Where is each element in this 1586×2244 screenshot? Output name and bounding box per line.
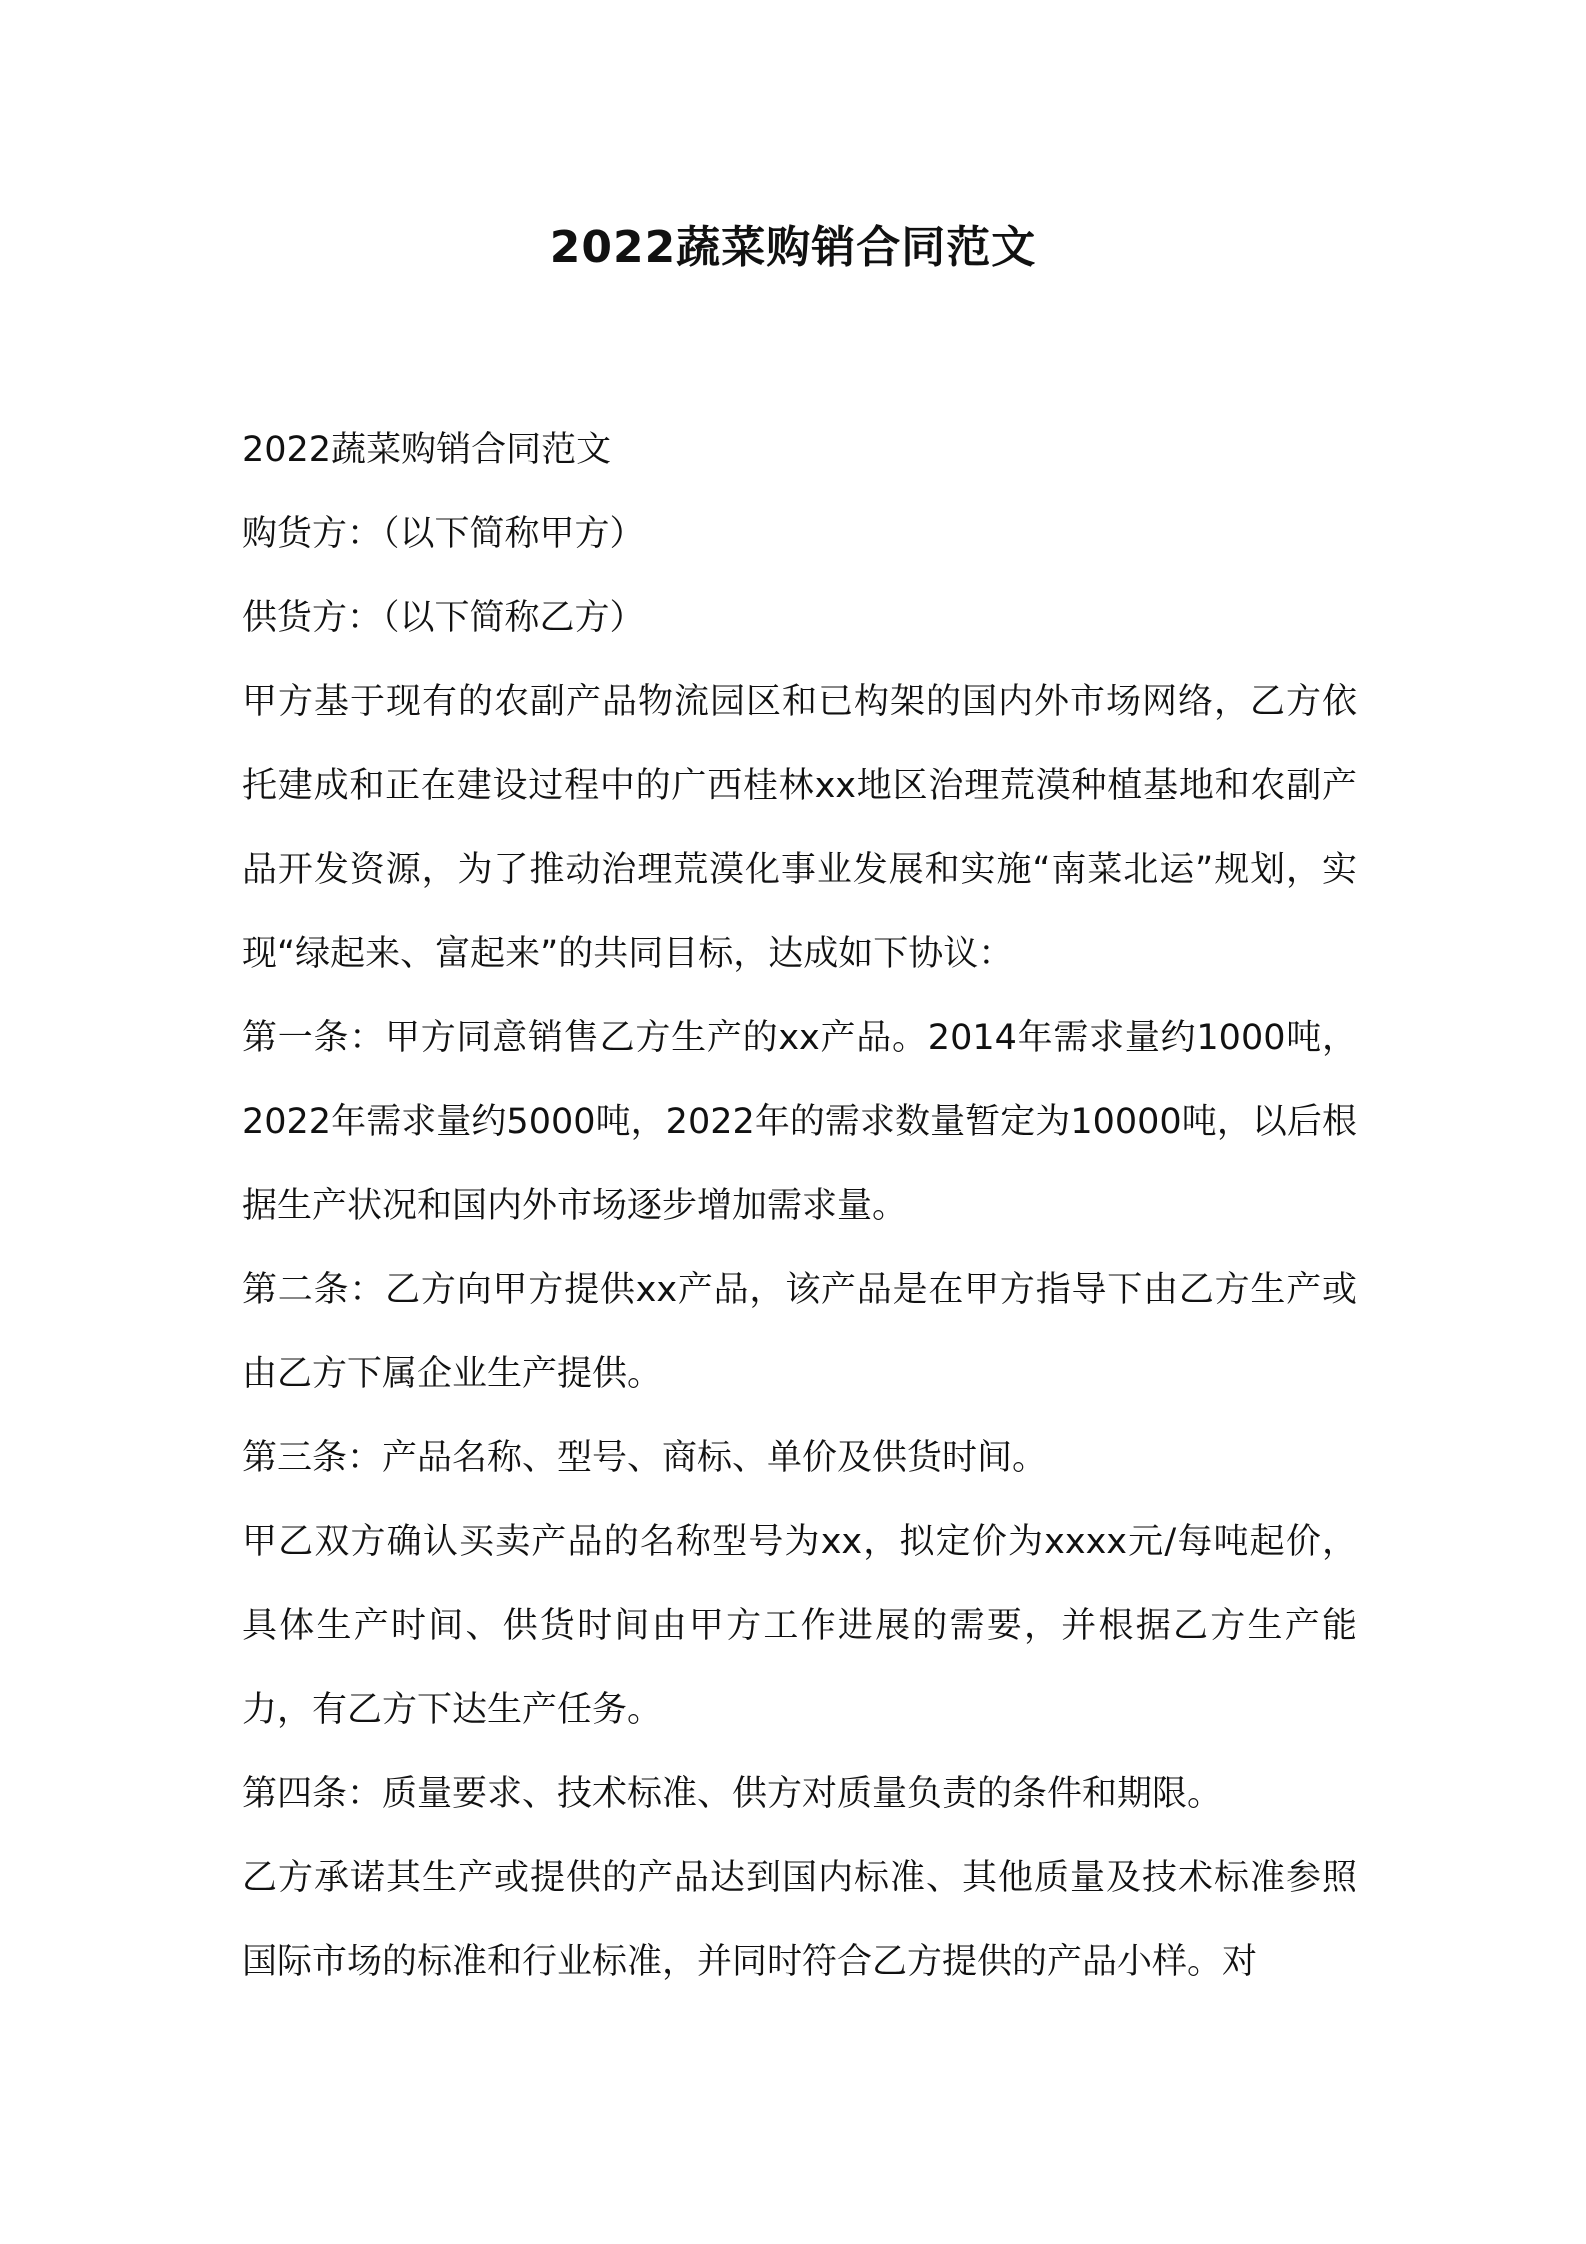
paragraph-supplier: 供货方：（以下简称乙方） [242,598,645,638]
paragraph-article-3-heading: 第三条：产品名称、型号、商标、单价及供货时间。 [242,1438,1048,1478]
paragraph-article-1: 第一条：甲方同意销售乙方生产的xx产品。2014年需求量约1000吨，2022年需求量约5000吨，2022年的需求数量暂定为10000吨，以后根据生产状况和国内外市场逐步增加需求量。 [242,1018,1357,1226]
document-title: 2022蔬菜购销合同范文 [549,222,1037,273]
paragraph-preamble: 甲方基于现有的农副产品物流园区和已构架的国内外市场网络，乙方依托建成和正在建设过程中的广西桂林xx地区治理荒漠种植基地和农副产品开发资源，为了推动治理荒漠化事业发展和实施“南菜北运”规划，实现“绿起来、富起来”的共同目标，达成如下协议： [242,682,1357,974]
paragraph-article-3-body: 甲乙双方确认买卖产品的名称型号为xx，拟定价为xxxx元/每吨起价，具体生产时间、供货时间由甲方工作进展的需要，并根据乙方生产能力，有乙方下达生产任务。 [242,1522,1357,1730]
paragraph-subtitle: 2022蔬菜购销合同范文 [242,430,612,470]
paragraph-buyer: 购货方：（以下简称甲方） [242,514,645,554]
document-body [242,408,1357,2004]
paragraph-article-4-heading: 第四条：质量要求、技术标准、供方对质量负责的条件和期限。 [242,1774,1223,1814]
paragraph-article-4-body: 乙方承诺其生产或提供的产品达到国内标准、其他质量及技术标准参照国际市场的标准和行业标准，并同时符合乙方提供的产品小样。对 [242,1858,1357,1982]
paragraph-article-2: 第二条：乙方向甲方提供xx产品，该产品是在甲方指导下由乙方生产或由乙方下属企业生产提供。 [242,1270,1357,1394]
